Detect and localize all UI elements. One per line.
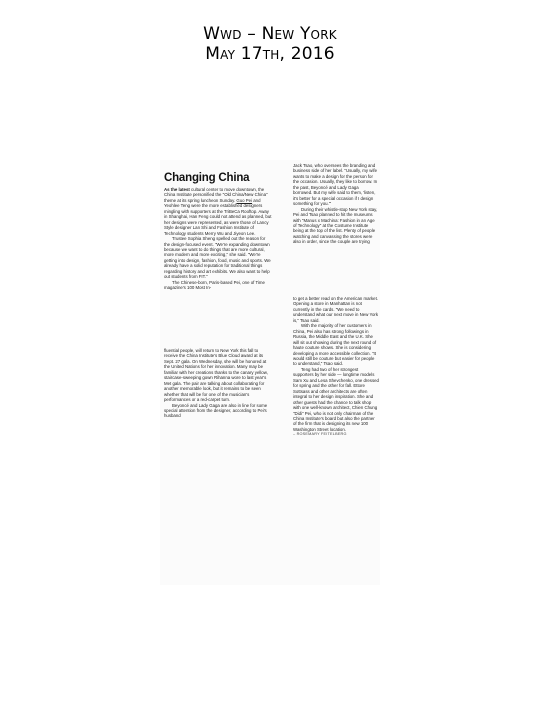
article-column-2	[164, 348, 272, 419]
article-column-1	[164, 187, 272, 291]
paragraph: Beyoncé and Lady Gaga are also in line for some special attention from the designer, according to Pei's husband	[164, 402, 268, 419]
paragraph: With the majority of her customers in China, Pei also has strong followings in Russia, the Middle East and the U.K. She will sit out showing during the next round of haute couture shows. She is considering developing a more accessible collection. "It would still be couture but easier for people to understand," Tsao said.	[293, 323, 377, 367]
lead-in: As the latest	[164, 187, 190, 192]
publication-line: Wwd – New York	[203, 24, 337, 44]
paragraph: Trustee Sophia Sheng spelled out the reason for the design-focused event. "We're expanding downtown because we want to do things that are more cultural, more modern and more exciting," she said. "We're getting into design, fashion, food, music and sports. We already have a solid reputation for traditional things regarding history and art exhibits. We also want to help out students from FIT."	[164, 236, 271, 280]
paragraph: fluential people, will return to New York this fall to receive the China Institute's Blue Cloud award at its Sept. 27 gala. On Wednesday, she will be honored at the United Nations for her innovation. Many may be familiar with her creations thanks to the canary yellow, staircase-sweeping gown Rihanna wore to last year's Met gala. The pair are talking about collaborating for another memorable look, but it remains to be seen whether that will be for one of the musician's performances or a red-carpet turn.	[164, 348, 268, 403]
paragraph: As the latest cultural center to move downtown, the China Institute personified the "Old China/New China" theme at its spring luncheon Sunday. Guo Pei and Yeohlee Teng were the more established designers mingling with supporters at the TriBeCa Rooftop. Away in Shanghai, Han Feng could not attend as planned, but her designs were represented, as were those of Lancy Style designer Lan Shi and Fashion Institute of Technology students Merry Wu and Jiyeon Lee.	[164, 187, 272, 236]
article-title: Changing China	[164, 172, 250, 184]
article-column-3	[293, 163, 379, 245]
newspaper-clipping	[160, 160, 380, 585]
date-line: May 17th, 2016	[205, 44, 335, 64]
paragraph: to get a better read on the American market. Opening a store in Manhattan is not currently in the cards. "We need to understand what our next move in New York is," Tsao said.	[293, 296, 378, 323]
document-header	[0, 24, 540, 64]
paragraph: The Chinese-born, Paris-based Pei, one of Time magazine's 100 Most In-	[164, 279, 265, 291]
paragraph: Jack Tsao, who oversees the branding and business side of her label. "Usually, my wife wants to make a design for the person for the occasion. Usually, they like to borrow. In the past, Beyoncé and Lady Gaga borrowed. But my wife said to them, 'listen, it's better for a special occasion if I design something for you.'"	[293, 163, 378, 207]
name-link: Guo Pei	[236, 197, 253, 203]
paragraph: During their whistle-stop New York stay, Pei and Tsao planned to hit the museums with "Manus x Machina: Fashion in an Age of Technology" at the Costume Institute being at the top of the list. Plenty of people watching and canvassing the stores were also in order, since the couple are trying	[293, 206, 378, 245]
byline: – ROSEMARY FEITELBERG	[293, 432, 347, 437]
paragraph: Teng had two of her strongest supporters by her side — longtime models Sam Xu and Lesa Shevchenko, one dressed for spring and the other for fall. Ettore Sottsass and other architects are often integral to her design inspiration. She and other guests had the chance to talk shop with one well-known architect, Chien Chung "Didi" Pei, who is not only chairman of the China Institute's board but also the partner of the firm that is designing its new 100 Washington Street location.	[293, 366, 379, 432]
article-column-4	[293, 296, 379, 438]
